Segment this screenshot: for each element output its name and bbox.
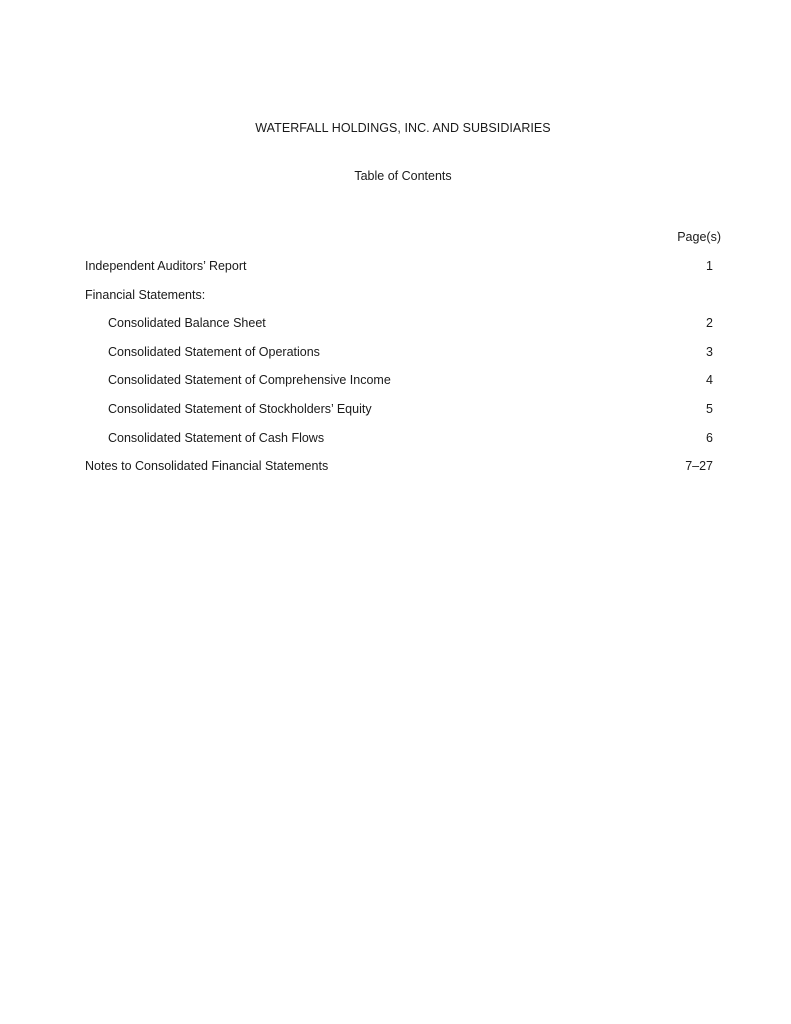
toc-entry-label: Consolidated Balance Sheet <box>108 316 266 331</box>
toc-entry-stockholders-equity <box>85 401 721 430</box>
company-name: WATERFALL HOLDINGS, INC. AND SUBSIDIARIES <box>255 121 551 135</box>
toc-entry-financial-statements <box>85 287 721 316</box>
toc-entry-cash-flows <box>85 430 721 459</box>
toc-entry-label: Financial Statements: <box>85 287 206 302</box>
toc-entry-label: Consolidated Statement of Stockholders’ Equity <box>108 401 372 416</box>
toc-title: Table of Contents <box>354 169 452 183</box>
toc-entry-label: Independent Auditors’ Report <box>85 259 247 273</box>
toc-entry-label: Notes to Consolidated Financial Statements <box>85 459 329 474</box>
toc-entry-operations <box>85 344 721 373</box>
toc-entry-page: 5 <box>706 401 713 416</box>
toc-entry-page: 2 <box>706 316 713 331</box>
toc-entry-page: 4 <box>706 373 713 388</box>
toc-entry-balance-sheet <box>85 315 721 344</box>
toc-entry-page: 3 <box>706 344 713 359</box>
toc-entry-notes <box>85 458 721 487</box>
toc-list <box>85 258 721 487</box>
pages-column-header: Page(s) <box>677 230 721 244</box>
toc-entry-page: 7–27 <box>685 459 713 474</box>
toc-entry-label: Consolidated Statement of Operations <box>108 344 320 359</box>
toc-entry-page: 6 <box>706 430 713 445</box>
toc-entry-comprehensive-income <box>85 372 721 401</box>
toc-entry-auditors-report <box>85 258 721 287</box>
toc-entry-label: Consolidated Statement of Comprehensive Income <box>108 373 391 388</box>
toc-entry-label: Consolidated Statement of Cash Flows <box>108 430 325 445</box>
toc-entry-page: 1 <box>706 259 713 273</box>
